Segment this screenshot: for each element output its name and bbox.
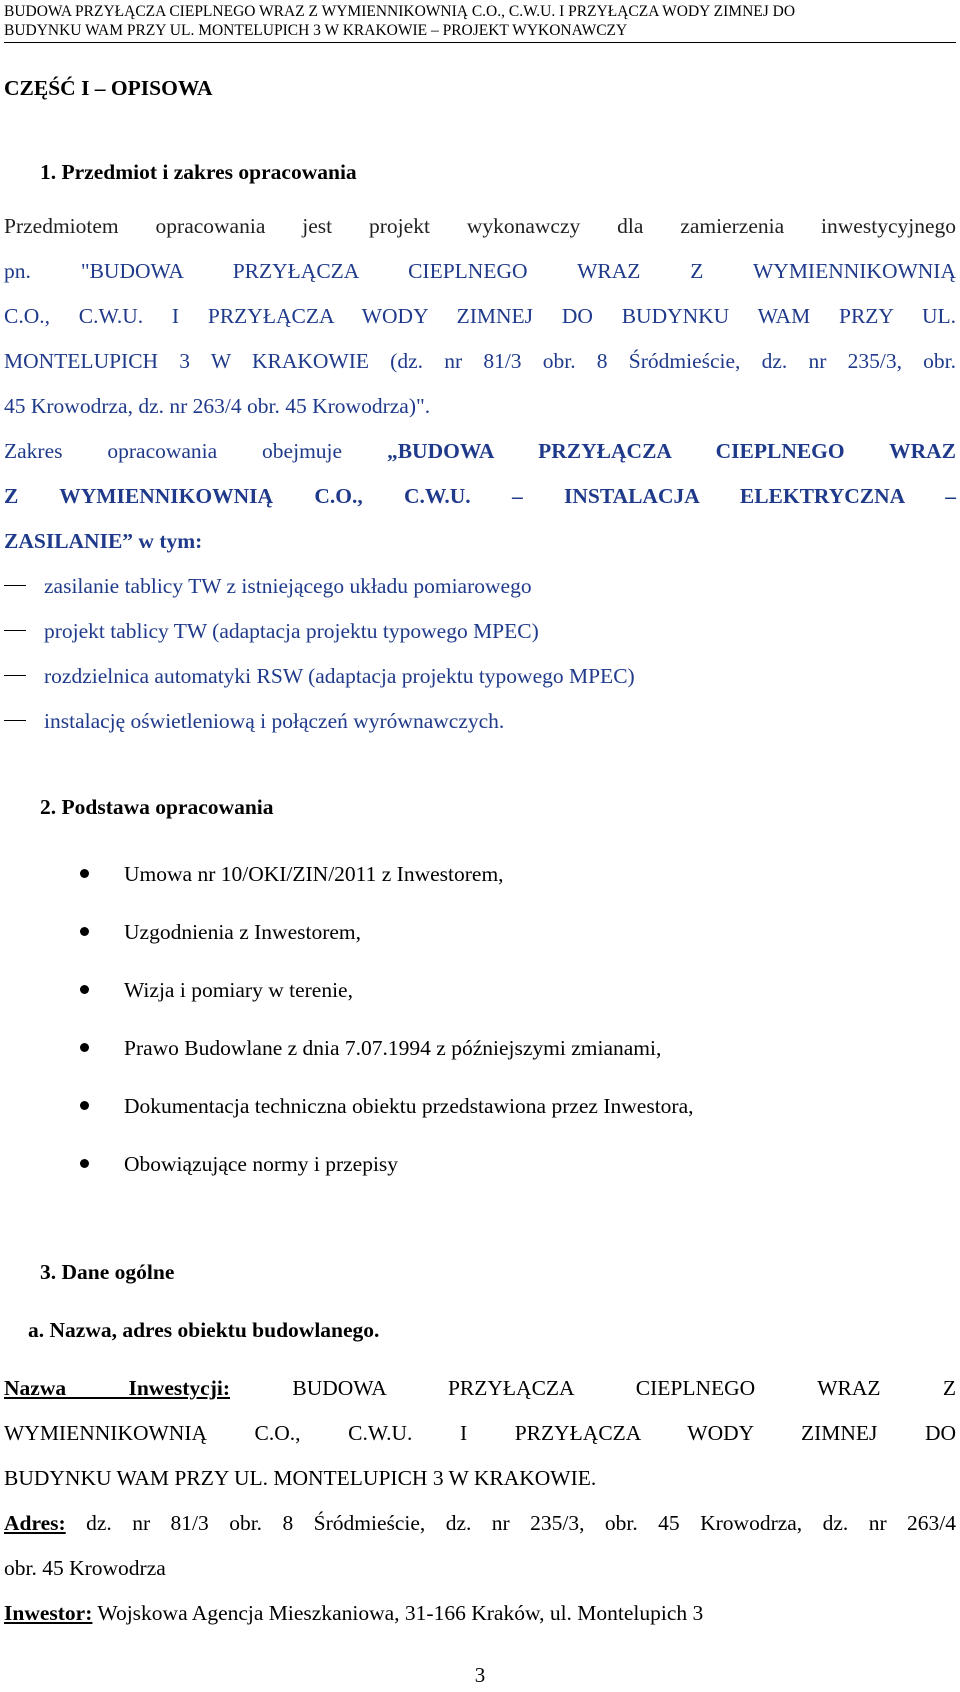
investor-label: Inwestor: (4, 1601, 93, 1625)
dash-marker (4, 720, 26, 721)
scope-intro: Zakres opracowania obejmuje (4, 439, 343, 463)
bullet-icon (80, 985, 89, 994)
investment-name-line-3: BUDYNKU WAM PRZY UL. MONTELUPICH 3 W KRAKOWIE. (4, 1466, 597, 1490)
page-number: 3 (474, 1663, 486, 1687)
header-rule (4, 42, 956, 43)
bullet-icon (80, 1043, 89, 1052)
dash-marker (4, 675, 26, 676)
document-page: BUDOWA PRZYŁĄCZA CIEPLNEGO WRAZ Z WYMIENNIKOWNIĄ C.O., C.W.U. I PRZYŁĄCZA WODY ZIMNEJ DO BUDYNKU WAM PRZY UL. MONTELUPICH 3 W KRAKOWIE – PROJEKT WYKONAWCZY CZĘŚĆ I – OPISOWA 1. Przedmiot i zakres opracowania Przedmiotem opracowania jest projekt wykonawczy dla zamierzenia inwestycyjnego pn. "BUDOWA PRZYŁĄCZA CIEPLNEGO WRAZ Z WYMIENNIKOWNIĄ C.O., C.W.U. I PRZYŁĄCZA WODY ZIMNEJ DO BUDYNKU WAM PRZY UL. MONTELUPICH 3 W KRAKOWIE (dz. nr 81/3 obr. 8 Śródmieście, dz. nr 235/3, obr. 45 Krowodrza, dz. nr 263/4 obr. 45 Krowodrza)". Zakres opracowania obejmuje „BUDOWA PRZYŁĄCZA CIEPLNEGO WRAZ Z WYMIENNIKOWNIĄ C.O., C.W.U. – INSTALACJA ELEKTRYCZNA – ZASILANIE” w tym: zasilanie tablicy TW z istniejącego układu pomiarowego projekt tablicy TW (adaptacja projektu typowego MPEC) rozdzielnica automatyki RSW (adaptacja projektu typowego MPEC) instalację oświetleniową i połączeń wyrównawczych. 2. Podstawa opracowania Umowa nr 10/OKI/ZIN/2011 z Inwestorem, Uzgodnienia z Inwestorem, Wizja i pomiary w terenie, Prawo Budowlane z dnia 7.07.1994 z późniejszymi zmianami, Dokumentacja techniczna obiektu przedstawiona przez Inwestora, Obowiązujące normy i przepisy 3. Dane ogólne a. Nazwa, adres obiektu budowlanego. Nazwa Inwestycji: BUDOWA PRZYŁĄCZA CIEPLNEGO WRAZ Z WYMIENNIKOWNIĄ C.O., C.W.U. I PRZYŁĄCZA WODY ZIMNEJ DO BUDYNKU WAM PRZY UL. MONTELUPICH 3 W KRAKOWIE. Adres: dz. nr 81/3 obr. 8 Śródmieście, dz. nr 235/3, obr. 45 Krowodrza, dz. nr 263/4 obr. 45 Krowodrza Inwestor: Wojskowa Agencja Mieszkaniowa, 31-166 Kraków, ul. Montelupich 3 3 (0, 0, 960, 1692)
investment-name-value: BUDOWA PRZYŁĄCZA CIEPLNEGO WRAZ Z (292, 1376, 957, 1400)
investment-name-line-1 (4, 1374, 956, 1402)
bullet-icon (80, 869, 89, 878)
section-1-paragraph-line-3: C.O., C.W.U. I PRZYŁĄCZA WODY ZIMNEJ DO BUDYNKU WAM PRZY UL. (4, 304, 956, 328)
dash-marker (4, 585, 26, 586)
scope-line-1 (4, 437, 956, 465)
scope-line-2: Z WYMIENNIKOWNIĄ C.O., C.W.U. – INSTALACJA ELEKTRYCZNA – (4, 484, 956, 508)
section-3a-heading: a. Nazwa, adres obiektu budowlanego. (28, 1318, 380, 1342)
bullet-icon (80, 1159, 89, 1168)
bullet-icon (80, 927, 89, 936)
scope-title-part-1: „BUDOWA PRZYŁĄCZA CIEPLNEGO WRAZ (386, 439, 957, 463)
section-1-paragraph-line-2: pn. "BUDOWA PRZYŁĄCZA CIEPLNEGO WRAZ Z WYMIENNIKOWNIĄ (4, 259, 956, 283)
section-3-heading: 3. Dane ogólne (40, 1260, 175, 1284)
section-1-heading: 1. Przedmiot i zakres opracowania (40, 160, 357, 184)
investment-name-line-2: WYMIENNIKOWNIĄ C.O., C.W.U. I PRZYŁĄCZA WODY ZIMNEJ DO (4, 1421, 956, 1445)
section-2-heading: 2. Podstawa opracowania (40, 795, 274, 819)
investor-value: Wojskowa Agencja Mieszkaniowa, 31-166 Kraków, ul. Montelupich 3 (97, 1601, 704, 1625)
section-1-paragraph-line-4: MONTELUPICH 3 W KRAKOWIE (dz. nr 81/3 obr. 8 Śródmieście, dz. nr 235/3, obr. (4, 349, 956, 373)
dash-marker (4, 630, 26, 631)
running-header-line-1: BUDOWA PRZYŁĄCZA CIEPLNEGO WRAZ Z WYMIENNIKOWNIĄ C.O., C.W.U. I PRZYŁĄCZA WODY ZIMNEJ DO (4, 3, 796, 20)
address-line-2: obr. 45 Krowodrza (4, 1556, 166, 1580)
investor-line (4, 1599, 956, 1627)
section-1-paragraph-line-5: 45 Krowodrza, dz. nr 263/4 obr. 45 Krowodrza)". (4, 394, 431, 418)
bullet-icon (80, 1101, 89, 1110)
address-value: dz. nr 81/3 obr. 8 Śródmieście, dz. nr 235/3, obr. 45 Krowodrza, dz. nr 263/4 (86, 1511, 956, 1535)
address-label: Adres: (4, 1511, 66, 1535)
address-line-1 (4, 1509, 956, 1537)
section-1-paragraph-line-1: Przedmiotem opracowania jest projekt wykonawczy dla zamierzenia inwestycyjnego (4, 214, 956, 238)
scope-line-3: ZASILANIE” w tym: (4, 529, 203, 553)
running-header-line-2: BUDYNKU WAM PRZY UL. MONTELUPICH 3 W KRAKOWIE – PROJEKT WYKONAWCZY (4, 22, 628, 39)
investment-name-label: Nazwa Inwestycji: (4, 1376, 230, 1400)
part-title: CZĘŚĆ I – OPISOWA (4, 76, 213, 100)
